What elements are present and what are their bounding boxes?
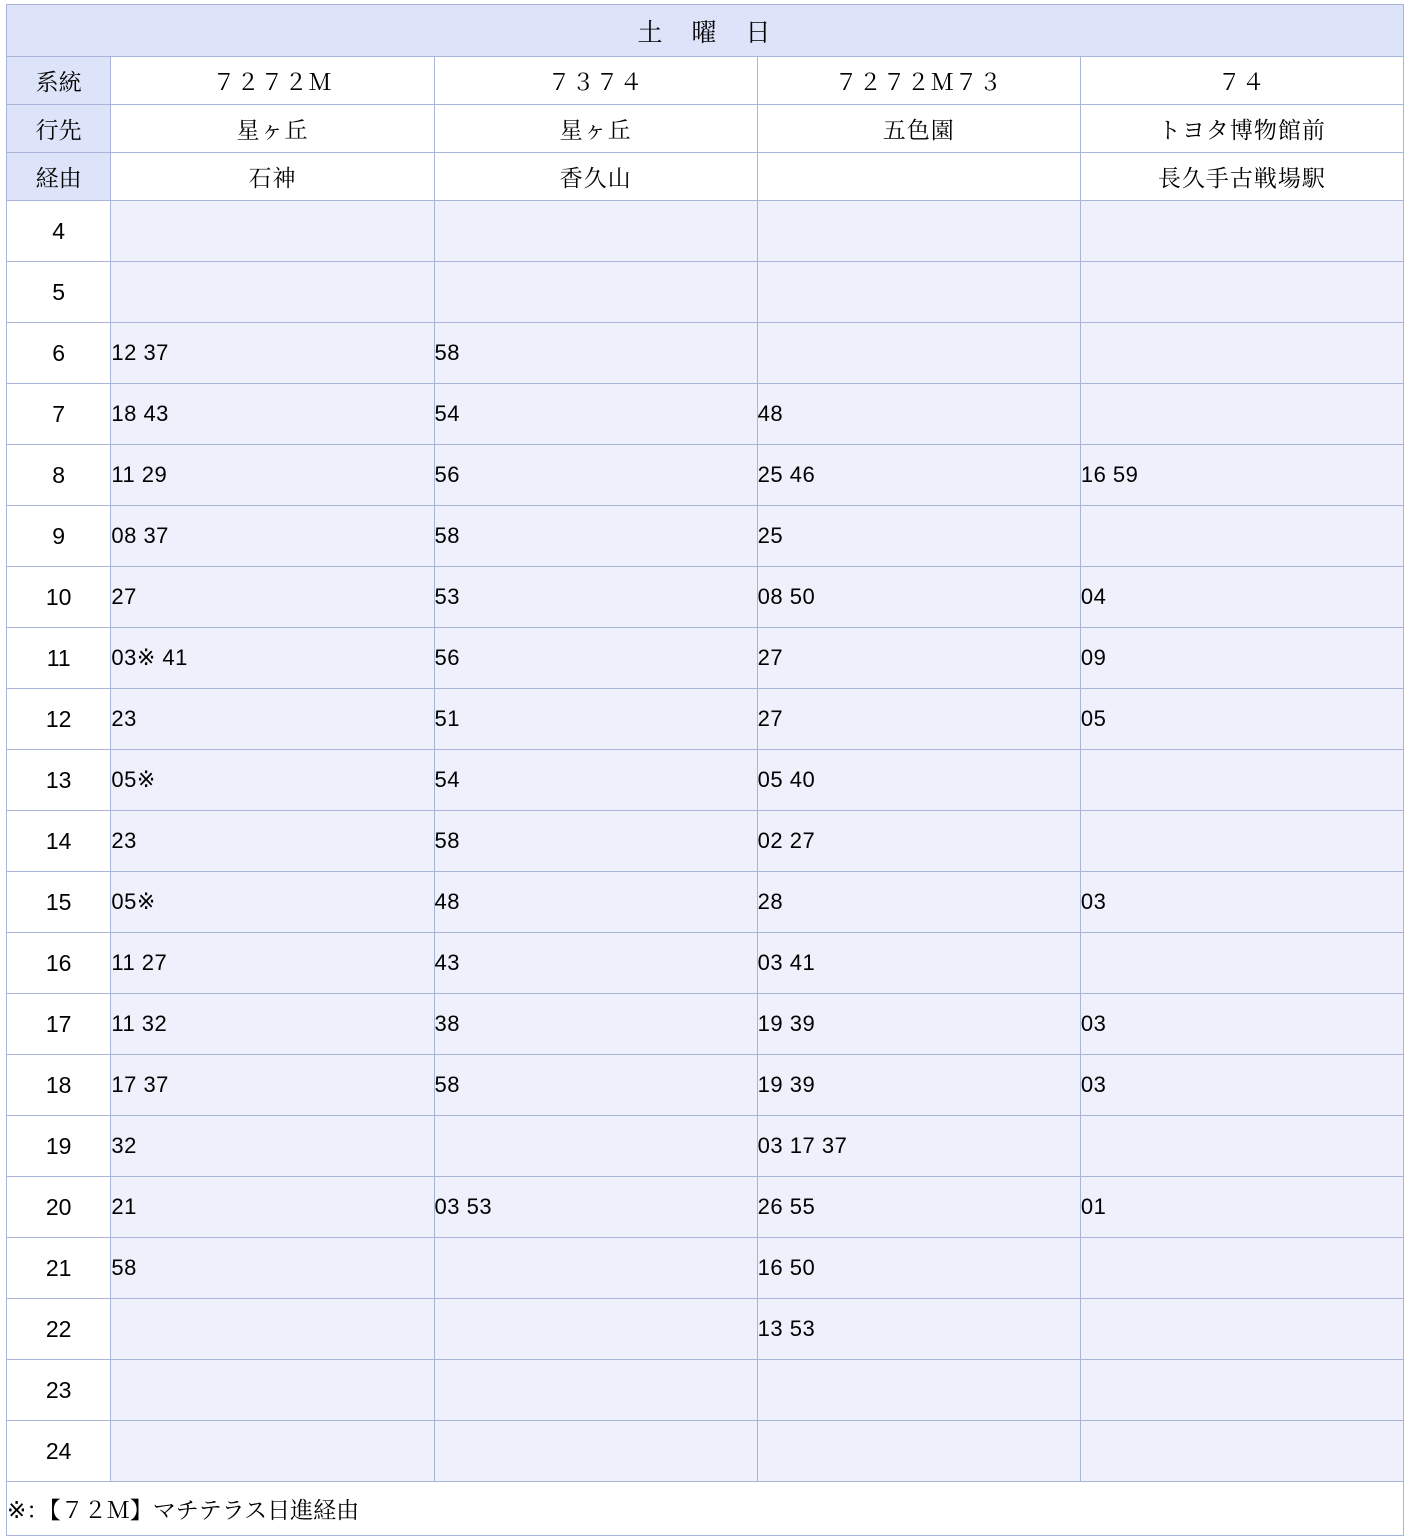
table-row xyxy=(7,1238,1404,1299)
header-row xyxy=(7,105,1404,153)
header-value: ７３７４ xyxy=(434,57,757,105)
departure-times-cell: 53 xyxy=(434,567,757,628)
departure-times-cell: 23 xyxy=(111,689,434,750)
hour-cell: 15 xyxy=(7,872,111,933)
table-row xyxy=(7,872,1404,933)
departure-times-cell: 32 xyxy=(111,1116,434,1177)
departure-times-cell: 48 xyxy=(434,872,757,933)
hour-cell: 9 xyxy=(7,506,111,567)
hour-cell: 19 xyxy=(7,1116,111,1177)
header-label: 系統 xyxy=(7,57,111,105)
hour-cell: 8 xyxy=(7,445,111,506)
hour-cell: 5 xyxy=(7,262,111,323)
departure-times-cell: 13 53 xyxy=(757,1299,1080,1360)
departure-times-cell: 03※ 41 xyxy=(111,628,434,689)
departure-times-cell: 54 xyxy=(434,750,757,811)
departure-times-cell: 08 50 xyxy=(757,567,1080,628)
hour-cell: 24 xyxy=(7,1421,111,1482)
departure-times-cell xyxy=(434,1116,757,1177)
departure-times-cell xyxy=(1080,1299,1403,1360)
table-row xyxy=(7,628,1404,689)
hour-cell: 11 xyxy=(7,628,111,689)
departure-times-cell xyxy=(1080,1360,1403,1421)
departure-times-cell: 08 37 xyxy=(111,506,434,567)
departure-times-cell: 03 53 xyxy=(434,1177,757,1238)
departure-times-cell: 56 xyxy=(434,628,757,689)
header-value xyxy=(757,153,1080,201)
departure-times-cell xyxy=(1080,811,1403,872)
departure-times-cell: 17 37 xyxy=(111,1055,434,1116)
header-row xyxy=(7,57,1404,105)
departure-times-cell: 26 55 xyxy=(757,1177,1080,1238)
departure-times-cell xyxy=(757,262,1080,323)
table-row xyxy=(7,262,1404,323)
hour-cell: 20 xyxy=(7,1177,111,1238)
departure-times-cell xyxy=(757,1360,1080,1421)
header-value: 星ヶ丘 xyxy=(111,105,434,153)
departure-times-cell xyxy=(434,1238,757,1299)
departure-times-cell: 02 27 xyxy=(757,811,1080,872)
departure-times-cell xyxy=(111,201,434,262)
departure-times-cell: 58 xyxy=(111,1238,434,1299)
footnote: ※：【７２Ｍ】マチテラス日進経由 xyxy=(7,1482,1404,1536)
departure-times-cell xyxy=(434,1360,757,1421)
departure-times-cell xyxy=(757,1421,1080,1482)
note-row xyxy=(7,1482,1404,1536)
departure-times-cell xyxy=(1080,933,1403,994)
departure-times-cell: 03 xyxy=(1080,872,1403,933)
departure-times-cell: 27 xyxy=(757,628,1080,689)
title-row xyxy=(7,5,1404,57)
departure-times-cell: 38 xyxy=(434,994,757,1055)
departure-times-cell xyxy=(1080,262,1403,323)
table-row xyxy=(7,933,1404,994)
hour-cell: 23 xyxy=(7,1360,111,1421)
table-row xyxy=(7,1055,1404,1116)
departure-times-cell: 58 xyxy=(434,506,757,567)
departure-times-cell: 19 39 xyxy=(757,994,1080,1055)
departure-times-cell: 11 29 xyxy=(111,445,434,506)
departure-times-cell: 21 xyxy=(111,1177,434,1238)
departure-times-cell: 48 xyxy=(757,384,1080,445)
table-row xyxy=(7,1299,1404,1360)
departure-times-cell xyxy=(111,1421,434,1482)
bus-timetable xyxy=(6,4,1404,1536)
table-row xyxy=(7,445,1404,506)
hour-cell: 18 xyxy=(7,1055,111,1116)
header-value: 石神 xyxy=(111,153,434,201)
departure-times-cell: 16 59 xyxy=(1080,445,1403,506)
departure-times-cell: 28 xyxy=(757,872,1080,933)
departure-times-cell: 05 40 xyxy=(757,750,1080,811)
hour-cell: 6 xyxy=(7,323,111,384)
departure-times-cell xyxy=(757,201,1080,262)
hour-cell: 22 xyxy=(7,1299,111,1360)
hour-cell: 4 xyxy=(7,201,111,262)
departure-times-cell: 43 xyxy=(434,933,757,994)
header-value: 長久手古戦場駅 xyxy=(1080,153,1403,201)
header-label: 行先 xyxy=(7,105,111,153)
departure-times-cell: 03 xyxy=(1080,1055,1403,1116)
table-row xyxy=(7,750,1404,811)
header-value: ７２７２Ｍ７３ xyxy=(757,57,1080,105)
departure-times-cell: 58 xyxy=(434,1055,757,1116)
table-row xyxy=(7,1116,1404,1177)
table-row xyxy=(7,1421,1404,1482)
departure-times-cell: 01 xyxy=(1080,1177,1403,1238)
timetable-sheet xyxy=(0,4,1410,1536)
departure-times-cell: 58 xyxy=(434,811,757,872)
departure-times-cell: 03 41 xyxy=(757,933,1080,994)
departure-times-cell xyxy=(1080,323,1403,384)
hour-cell: 12 xyxy=(7,689,111,750)
header-value: ７２７２Ｍ xyxy=(111,57,434,105)
departure-times-cell: 05 xyxy=(1080,689,1403,750)
departure-times-cell: 11 32 xyxy=(111,994,434,1055)
departure-times-cell: 56 xyxy=(434,445,757,506)
hour-cell: 17 xyxy=(7,994,111,1055)
departure-times-cell: 51 xyxy=(434,689,757,750)
hour-cell: 14 xyxy=(7,811,111,872)
table-row xyxy=(7,811,1404,872)
departure-times-cell xyxy=(434,201,757,262)
departure-times-cell: 23 xyxy=(111,811,434,872)
hour-cell: 13 xyxy=(7,750,111,811)
hour-cell: 16 xyxy=(7,933,111,994)
departure-times-cell: 05※ xyxy=(111,872,434,933)
departure-times-cell: 27 xyxy=(111,567,434,628)
departure-times-cell xyxy=(1080,506,1403,567)
departure-times-cell xyxy=(434,1421,757,1482)
header-value: ７４ xyxy=(1080,57,1403,105)
page-title: 土 曜 日 xyxy=(7,5,1404,57)
table-row xyxy=(7,384,1404,445)
departure-times-cell: 04 xyxy=(1080,567,1403,628)
departure-times-cell xyxy=(1080,750,1403,811)
header-value: 香久山 xyxy=(434,153,757,201)
departure-times-cell: 25 46 xyxy=(757,445,1080,506)
header-label: 経由 xyxy=(7,153,111,201)
hour-cell: 21 xyxy=(7,1238,111,1299)
departure-times-cell: 25 xyxy=(757,506,1080,567)
table-row xyxy=(7,689,1404,750)
departure-times-cell xyxy=(111,1360,434,1421)
table-row xyxy=(7,506,1404,567)
header-value: 五色園 xyxy=(757,105,1080,153)
departure-times-cell xyxy=(111,262,434,323)
departure-times-cell xyxy=(111,1299,434,1360)
hour-cell: 10 xyxy=(7,567,111,628)
departure-times-cell: 19 39 xyxy=(757,1055,1080,1116)
departure-times-cell xyxy=(1080,1238,1403,1299)
header-row xyxy=(7,153,1404,201)
hour-cell: 7 xyxy=(7,384,111,445)
departure-times-cell: 18 43 xyxy=(111,384,434,445)
departure-times-cell xyxy=(1080,1116,1403,1177)
table-row xyxy=(7,1360,1404,1421)
departure-times-cell xyxy=(1080,384,1403,445)
departure-times-cell xyxy=(434,262,757,323)
header-value: トヨタ博物館前 xyxy=(1080,105,1403,153)
departure-times-cell xyxy=(757,323,1080,384)
departure-times-cell: 12 37 xyxy=(111,323,434,384)
departure-times-cell: 27 xyxy=(757,689,1080,750)
departure-times-cell: 58 xyxy=(434,323,757,384)
departure-times-cell: 05※ xyxy=(111,750,434,811)
table-row xyxy=(7,994,1404,1055)
departure-times-cell xyxy=(1080,1421,1403,1482)
table-row xyxy=(7,1177,1404,1238)
departure-times-cell xyxy=(434,1299,757,1360)
departure-times-cell: 54 xyxy=(434,384,757,445)
header-value: 星ヶ丘 xyxy=(434,105,757,153)
departure-times-cell: 11 27 xyxy=(111,933,434,994)
table-row xyxy=(7,323,1404,384)
departure-times-cell: 03 17 37 xyxy=(757,1116,1080,1177)
departure-times-cell: 16 50 xyxy=(757,1238,1080,1299)
departure-times-cell xyxy=(1080,201,1403,262)
table-row xyxy=(7,201,1404,262)
departure-times-cell: 03 xyxy=(1080,994,1403,1055)
table-row xyxy=(7,567,1404,628)
departure-times-cell: 09 xyxy=(1080,628,1403,689)
